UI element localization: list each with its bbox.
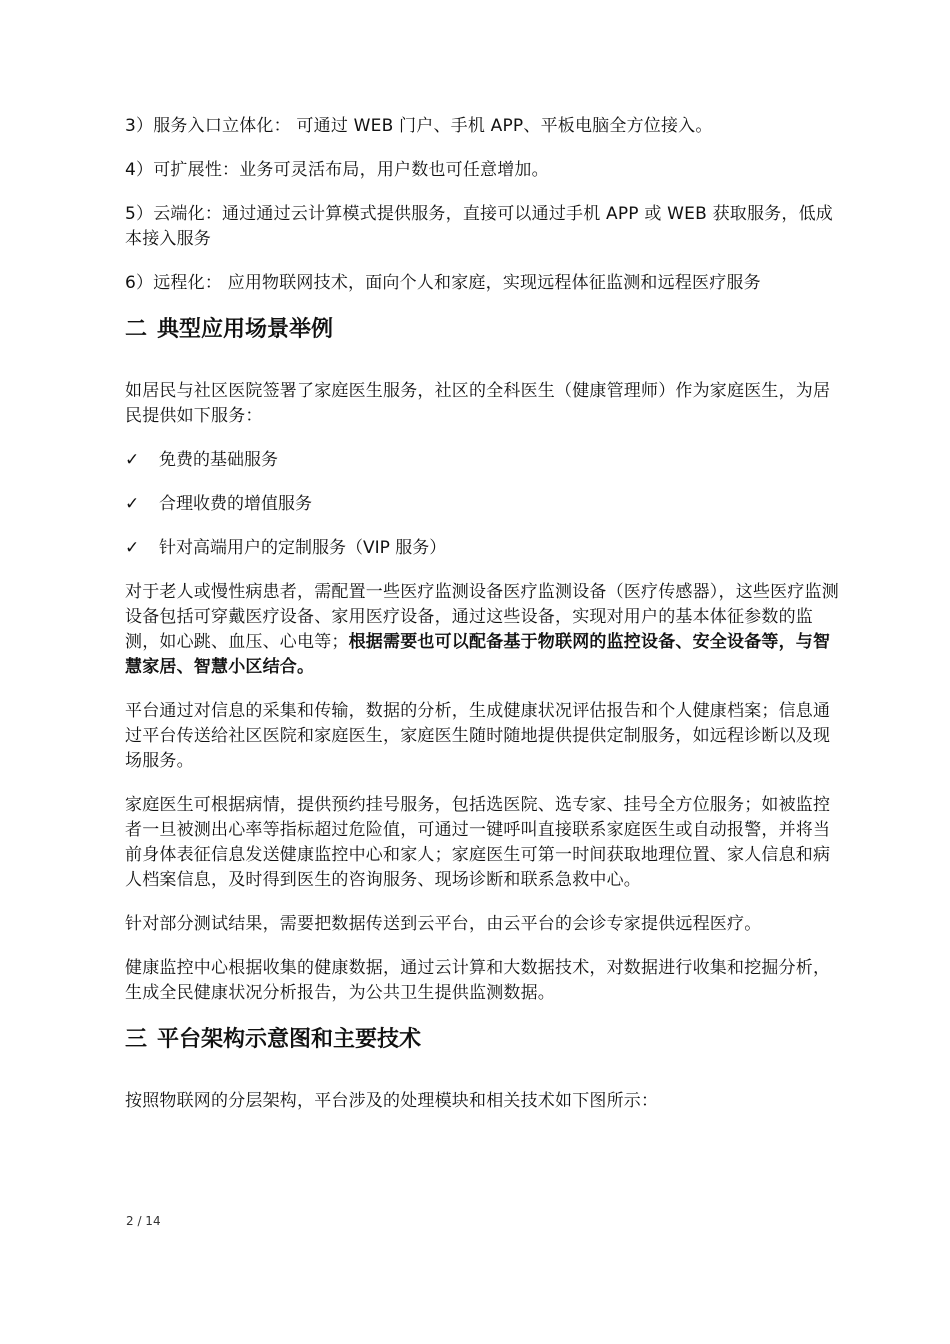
section-2-title: 典型应用场景举例 <box>157 317 334 342</box>
paragraph-devices-bold: 根据需要也可以配备基于物联网的监控设备、安全设备等，与智慧家居、智慧小区结合。 <box>125 632 831 677</box>
document-page <box>125 114 841 1133</box>
paragraph-doctor: 家庭医生可根据病情，提供预约挂号服务，包括选医院、选专家、挂号全方位服务；如被监控者一旦被测出心率等指标超过危险值，可通过一键呼叫直接联系家庭医生或自动报警，并将当前身体表征信息发送健康监控中心和家人；家庭医生可第一时间获取地理位置、家人信息和病人档案信息，及时得到医生的咨询服务、现场诊断和联系急救中心。 <box>125 795 831 890</box>
check-item-label: 针对高端用户的定制服务（VIP 服务） <box>159 538 447 558</box>
paragraph-devices-normal: 对于老人或慢性病患者，需配置一些医疗监测设备医疗监测设备（医疗传感器），这些医疗监测设备包括可穿戴医疗设备、家用医疗设备，通过这些设备，实现对用户的基本体征参数的监测，如心跳、血压、心电等； <box>125 582 839 652</box>
paragraph-monitor-center: 健康监控中心根据收集的健康数据，通过云计算和大数据技术，对数据进行收集和挖掘分析，生成全民健康状况分析报告，为公共卫生提供监测数据。 <box>125 958 831 1003</box>
checkmark-icon: ✓ <box>125 538 140 558</box>
section-2-intro: 如居民与社区医院签署了家庭医生服务，社区的全科医生（健康管理师）作为家庭医生，为居民提供如下服务： <box>125 381 831 426</box>
paragraph-cloud: 针对部分测试结果，需要把数据传送到云平台，由云平台的会诊专家提供远程医疗。 <box>125 914 762 934</box>
check-item-paid <box>125 492 841 517</box>
list-item-3: 3）服务入口立体化： 可通过 WEB 门户、手机 APP、平板电脑全方位接入。 <box>125 116 713 136</box>
check-item-label: 免费的基础服务 <box>159 450 278 470</box>
list-item-6: 6）远程化： 应用物联网技术，面向个人和家庭，实现远程体征监测和远程医疗服务 <box>125 273 761 293</box>
section-2-heading <box>125 315 841 345</box>
check-item-vip <box>125 536 841 561</box>
page-number: 2 / 14 <box>126 1214 161 1228</box>
check-item-label: 合理收费的增值服务 <box>159 494 312 514</box>
list-item-5: 5）云端化：通过通过云计算模式提供服务，直接可以通过手机 APP 或 WEB 获取服务，低成本接入服务 <box>125 204 833 249</box>
paragraph-platform: 平台通过对信息的采集和传输，数据的分析，生成健康状况评估报告和个人健康档案；信息通过平台传送给社区医院和家庭医生，家庭医生随时随地提供提供定制服务，如远程诊断以及现场服务。 <box>125 701 831 771</box>
section-3-number: 三 <box>125 1027 148 1052</box>
section-3-heading <box>125 1025 841 1055</box>
section-3-intro: 按照物联网的分层架构，平台涉及的处理模块和相关技术如下图所示： <box>125 1091 659 1111</box>
check-item-free <box>125 448 841 473</box>
list-item-4: 4）可扩展性：业务可灵活布局，用户数也可任意增加。 <box>125 160 549 180</box>
section-3-title: 平台架构示意图和主要技术 <box>157 1027 422 1052</box>
section-2-number: 二 <box>125 317 148 342</box>
paragraph-devices <box>125 580 841 680</box>
checkmark-icon: ✓ <box>125 450 140 470</box>
checkmark-icon: ✓ <box>125 494 140 514</box>
